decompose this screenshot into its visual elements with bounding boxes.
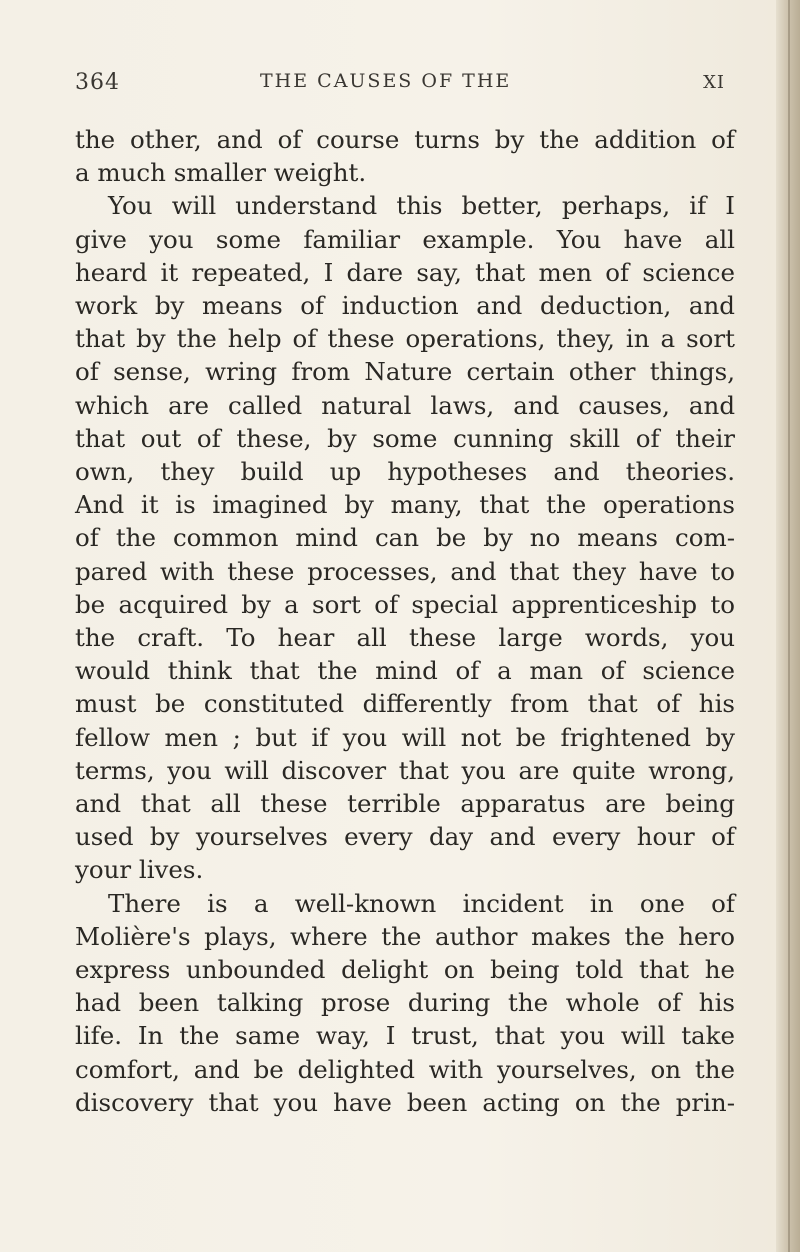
text-line: Molière's plays, where the author makes the hero bbox=[75, 921, 735, 951]
running-header bbox=[75, 70, 725, 106]
text-line: used by yourselves every day and every hour of bbox=[75, 822, 735, 852]
page-number: 364 bbox=[75, 70, 120, 95]
text-line: must be constituted differently from that of his bbox=[75, 689, 735, 719]
text-line: of the common mind can be by no means com- bbox=[75, 523, 735, 553]
text-line: own, they build up hypotheses and theories. bbox=[75, 457, 735, 487]
text-line: pared with these processes, and that they have to bbox=[75, 556, 735, 586]
text-line: the other, and of course turns by the addition of bbox=[75, 125, 735, 154]
text-line: of sense, wring from Nature certain other things, bbox=[75, 357, 735, 387]
body-text bbox=[75, 123, 735, 1119]
text-line: There is a well-known incident in one of bbox=[108, 888, 735, 918]
text-line: life. In the same way, I trust, that you will take bbox=[75, 1021, 735, 1051]
text-line: your lives. bbox=[75, 855, 204, 885]
chapter-number: XI bbox=[703, 72, 725, 93]
text-line: And it is imagined by many, that the operations bbox=[75, 490, 735, 520]
running-title: THE CAUSES OF THE bbox=[260, 70, 512, 92]
text-line: heard it repeated, I dare say, that men of science bbox=[75, 257, 735, 287]
text-line: a much smaller weight. bbox=[75, 158, 367, 188]
text-line: and that all these terrible apparatus are being bbox=[75, 789, 735, 819]
text-line: which are called natural laws, and causes, and bbox=[75, 390, 735, 420]
text-line: had been talking prose during the whole of his bbox=[75, 988, 735, 1018]
text-line: that by the help of these operations, they, in a sort bbox=[75, 324, 735, 354]
binding-edge-line bbox=[788, 0, 790, 1252]
text-line: terms, you will discover that you are quite wrong, bbox=[75, 755, 735, 785]
text-line: comfort, and be delighted with yourselves, on the bbox=[75, 1054, 735, 1084]
text-line: would think that the mind of a man of science bbox=[75, 656, 735, 686]
text-line: fellow men ; but if you will not be frightened by bbox=[75, 722, 735, 752]
text-line: express unbounded delight on being told that he bbox=[75, 955, 735, 985]
text-line: You will understand this better, perhaps, if I bbox=[108, 191, 735, 221]
text-line: that out of these, by some cunning skill of their bbox=[75, 423, 735, 453]
text-line: discovery that you have been acting on the prin- bbox=[75, 1087, 735, 1117]
text-line: work by means of induction and deduction, and bbox=[75, 291, 735, 321]
text-line: give you some familiar example. You have all bbox=[75, 224, 735, 254]
text-line: be acquired by a sort of special apprenticeship to bbox=[75, 589, 735, 619]
text-line: the craft. To hear all these large words, you bbox=[75, 623, 735, 653]
